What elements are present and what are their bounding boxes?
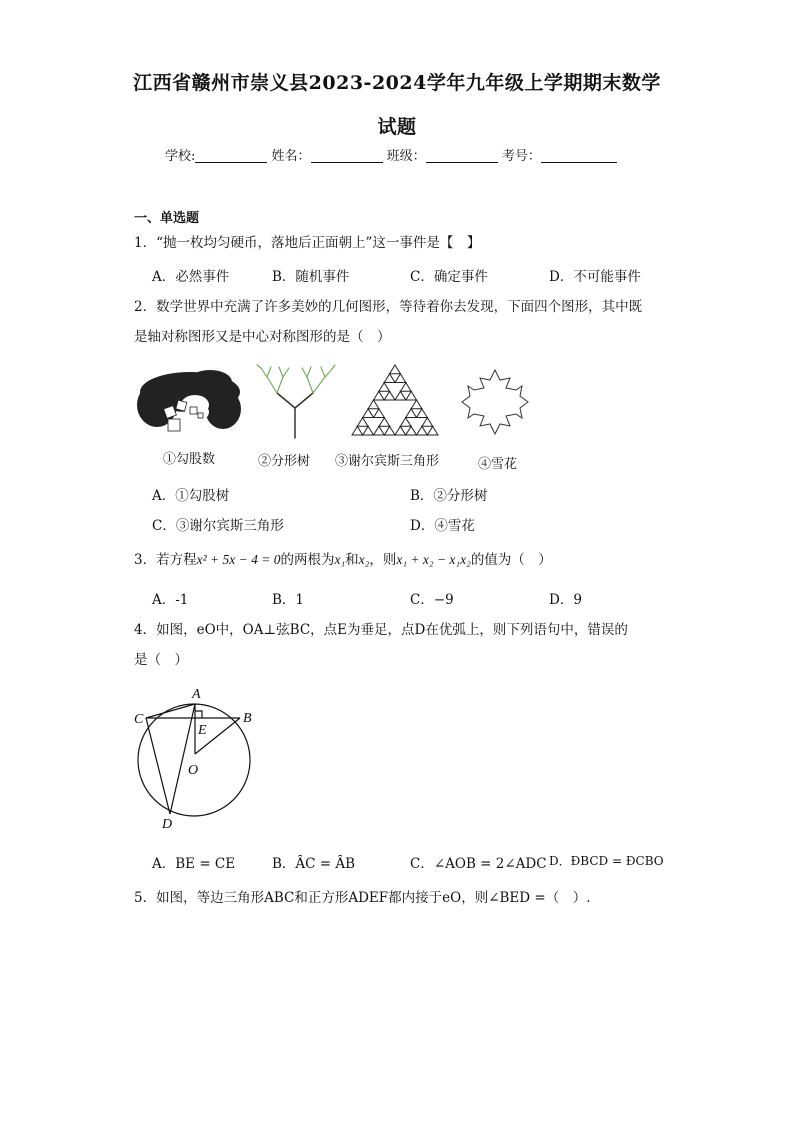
number-label: 考号： — [501, 149, 541, 164]
section-heading: 一、单选题 — [134, 211, 200, 226]
school-label: 学校: — [165, 149, 196, 164]
label-o: O — [188, 763, 199, 778]
label-a: A — [192, 687, 201, 702]
label-e: E — [198, 723, 207, 738]
q4-text-line1: 4．如图，eO中，OA⊥弦BC，点E为垂足，点D在优弧上，则下列语句中，错误的 — [134, 622, 628, 638]
q3-root2: x₂ — [358, 552, 370, 567]
q2-text-line2: 是轴对称图形又是中心对称图形的是（ ） — [134, 329, 391, 345]
segment-ca — [146, 704, 195, 718]
q4-text-line2: 是（ ） — [134, 652, 188, 668]
q1-option-d[interactable]: D．不可能事件 — [549, 269, 641, 285]
q3-mid: 的两根为 — [280, 552, 335, 568]
q3-option-b[interactable]: B．1 — [272, 592, 305, 608]
name-blank[interactable] — [311, 148, 383, 163]
label-d: D — [162, 817, 173, 832]
q1-option-c[interactable]: C．确定事件 — [410, 269, 488, 285]
q4-option-a[interactable]: A．BE = CE — [152, 856, 236, 872]
q1-text: 1．“抛一枚均匀硬币，落地后正面朝上”这一事件是【 】 — [134, 235, 481, 251]
q2-option-a[interactable]: A．①勾股树 — [152, 488, 230, 504]
segment-cd — [146, 718, 170, 814]
q2-caption-3: ③谢尔宾斯三角形 — [335, 454, 440, 469]
label-b: B — [243, 711, 252, 726]
q3-prefix: 3．若方程 — [134, 552, 197, 568]
student-info-row — [165, 145, 617, 164]
q3-text — [134, 550, 552, 570]
q1-option-a[interactable]: A．必然事件 — [152, 269, 230, 285]
q2-caption-1: ①勾股数 — [163, 452, 216, 467]
q5-text: 5．如图，等边三角形ABC和正方形ADEF都内接于eO，则∠BED =（ ）. — [134, 890, 591, 906]
paper-title-line1: 江西省赣州市崇义县2023-2024学年九年级上学期期末数学 — [133, 72, 661, 94]
q3-option-a[interactable]: A．-1 — [152, 592, 189, 608]
pythagoras-tree-figure — [135, 367, 245, 439]
fractal-tree-figure — [255, 363, 337, 441]
q4-option-c[interactable]: C．∠AOB = 2∠ADC — [410, 856, 547, 872]
q3-and: 和 — [345, 552, 359, 568]
number-blank[interactable] — [541, 148, 617, 163]
q3-equation: x² + 5x − 4 = 0 — [196, 552, 281, 567]
q2-caption-4: ④雪花 — [478, 457, 518, 472]
q2-option-b[interactable]: B．②分形树 — [410, 488, 488, 504]
q3-expression: x₁ + x₂ − x₁x₂ — [396, 552, 471, 567]
paper-title-line2: 试题 — [377, 116, 417, 138]
q3-root1: x₁ — [334, 552, 346, 567]
q2-option-c[interactable]: C．③谢尔宾斯三角形 — [152, 518, 284, 534]
q4-circle-figure — [132, 682, 262, 832]
q4-option-b[interactable]: B．ȂC = ȂB — [272, 856, 356, 872]
q3-option-d[interactable]: D．9 — [549, 592, 582, 608]
q3-suffix: 的值为（ ） — [470, 552, 552, 568]
school-blank[interactable] — [195, 148, 267, 163]
q3-option-c[interactable]: C．−9 — [410, 592, 454, 608]
q3-then: ，则 — [369, 552, 397, 568]
label-c: C — [134, 712, 144, 727]
name-label: 姓名： — [271, 149, 311, 164]
class-label: 班级： — [386, 149, 426, 164]
class-blank[interactable] — [426, 148, 498, 163]
circle-o — [138, 704, 250, 816]
q2-option-d[interactable]: D．④雪花 — [410, 518, 475, 534]
q1-option-b[interactable]: B．随机事件 — [272, 269, 350, 285]
snowflake-figure — [460, 368, 530, 442]
q2-caption-2: ②分形树 — [258, 454, 311, 469]
q2-text-line1: 2．数学世界中充满了许多美妙的几何图形，等待着你去发现，下面四个图形，其中既 — [134, 299, 643, 315]
sierpinski-triangle-figure — [350, 363, 440, 437]
q4-option-d[interactable]: D．ÐBCD = ÐCBO — [549, 854, 664, 868]
segment-ad — [170, 704, 195, 814]
right-angle-mark — [195, 711, 202, 718]
